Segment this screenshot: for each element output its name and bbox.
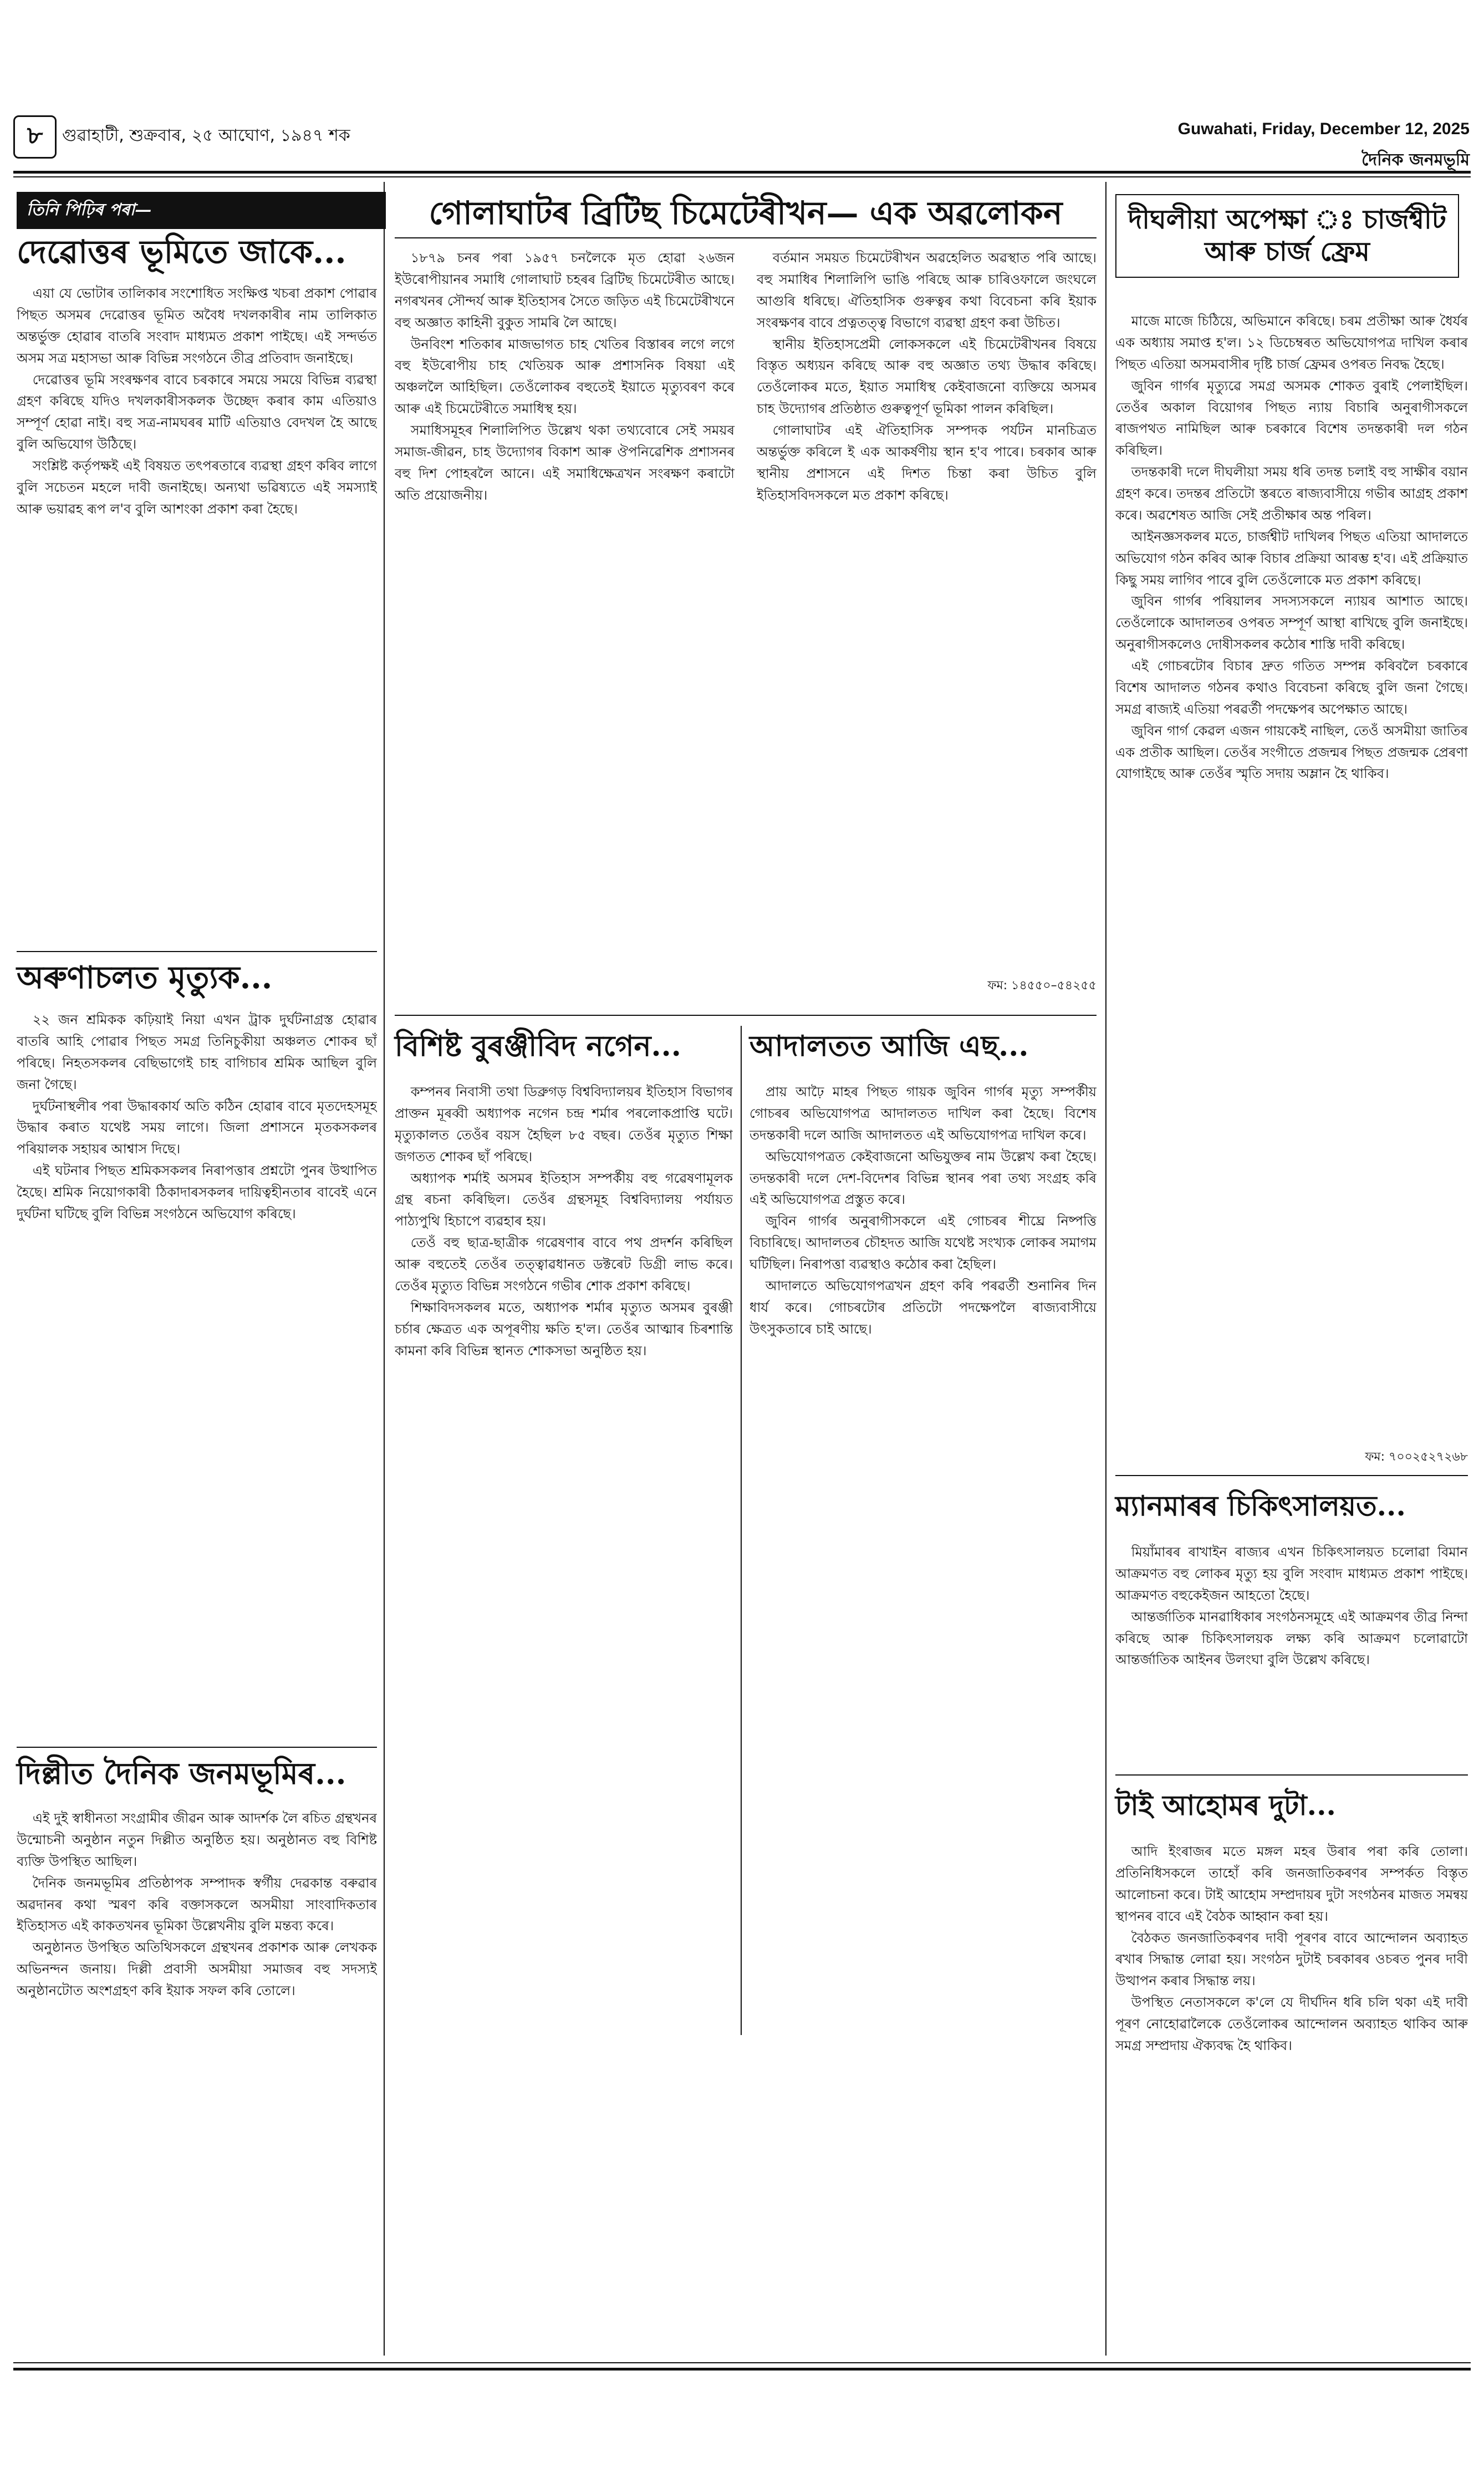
- date-local: গুৱাহাটী, শুক্ৰবাৰ, ২৫ আঘোণ, ১৯৪৭ শক: [62, 126, 350, 145]
- article-separator: [17, 951, 377, 952]
- paragraph: আদি ইংৰাজৰ মতে মঙ্গল মহৰ উৰাৰ পৰা কৰি তোলা। প্ৰতিনিধিসকলে তাহোঁ কৰি জনজাতিকৰণৰ সম্পৰ্কত বিস্তৃত আলোচনা কৰে। টাই আহোম সম্প্ৰদায়ৰ দুটা সংগঠনৰ মাজত সমন্বয় স্থাপনৰ বাবে এই বৈঠক আহ্বান কৰা হয়।: [1115, 1844, 1468, 1924]
- article-myanmar: [1115, 1542, 1468, 1763]
- paragraph: জুবিন গাৰ্গ কেৱল এজন গায়কেই নাছিল, তেওঁ অসমীয়া জাতিৰ এক প্ৰতীক আছিল। তেওঁৰ সংগীতে প্ৰজন্মৰ পিছত প্ৰজন্মক প্ৰেৰণা যোগাইছে আৰু তেওঁৰ স্মৃতি সদায় অম্লান হৈ থাকিব।: [1115, 723, 1468, 782]
- article-separator: [1115, 1774, 1468, 1776]
- footnote-golaghat: ফম: ১৪৫৫০–৫৪২৫৫: [987, 979, 1097, 993]
- paragraph: শিক্ষাবিদসকলৰ মতে, অধ্যাপক শৰ্মাৰ মৃত্যুত অসমৰ বুৰঞ্জী চৰ্চাৰ ক্ষেত্ৰত এক অপূৰণীয় ক্ষতি হ'ল। তেওঁৰ আত্মাৰ চিৰশান্তি কামনা কৰি বিভিন্ন স্থানত শোকসভা অনুষ্ঠিত হয়।: [395, 1299, 733, 1359]
- headline-arunachal: অৰুণাচলত মৃত্যুক...: [17, 959, 273, 996]
- paper-name: দৈনিক জনমভূমি: [1361, 150, 1470, 170]
- headline-court: আদালতত আজি এছ...: [749, 1029, 1029, 1063]
- paragraph: বৈঠকত জনজাতিকৰণৰ দাবী পূৰণৰ বাবে আন্দোলন অব্যাহত ৰখাৰ সিদ্ধান্ত লোৱা হয়। সংগঠন দুটাই চৰকাৰৰ ওচৰত পুনৰ দাবী উত্থাপন কৰাৰ সিদ্ধান্ত লয়।: [1115, 1930, 1468, 1989]
- headline-myanmar: ম্যানমাৰৰ চিকিৎসালয়ত...: [1115, 1489, 1406, 1522]
- paragraph: জুবিন গাৰ্গৰ মৃত্যুৱে সমগ্ৰ অসমক শোকত বুৰাই পেলাইছিল। তেওঁৰ অকাল বিয়োগৰ পিছত ন্যায় বিচাৰি অনুৰাগীসকলে ৰাজপথত নামিছিল আৰু চৰকাৰে বিশেষ তদন্তকাৰী দল গঠন কৰিছিল।: [1115, 378, 1468, 459]
- headline-historian: বিশিষ্ট বুৰঞ্জীবিদ নগেন...: [395, 1029, 681, 1063]
- paragraph: দৈনিক জনমভূমিৰ প্ৰতিষ্ঠাপক সম্পাদক স্বৰ্গীয় দেৱকান্ত বৰুৱাৰ অৱদানৰ কথা স্মৰণ কৰি বক্তাসকলে অসমীয়া সাংবাদিকতাৰ ইতিহাসত এই কাকতখনৰ ভূমিকা উল্লেখনীয় বুলি মন্তব্য কৰে।: [17, 1875, 377, 1934]
- paragraph: প্ৰায় আঢ়ৈ মাহৰ পিছত গায়ক জুবিন গাৰ্গৰ মৃত্যু সম্পৰ্কীয় গোচৰৰ অভিযোগপত্ৰ আদালতত দাখিল কৰা হৈছে। বিশেষ তদন্তকাৰী দলে আজি আদালতত এই অভিযোগপত্ৰ দাখিল কৰে।: [749, 1084, 1097, 1143]
- article-arunachal: [17, 1009, 377, 1741]
- paragraph: দেৱোত্তৰ ভূমি সংৰক্ষণৰ বাবে চৰকাৰে সময়ে সময়ে বিভিন্ন ব্যৱস্থা গ্ৰহণ কৰিছে যদিও দখলকাৰীসকলক উচ্ছেদ কৰাৰ কাম এতিয়াও সম্পূৰ্ণ হোৱা নাই। বহু সত্ৰ-নামঘৰৰ মাটি এতিয়াও বেদখল হৈ আছে বুলি অভিযোগ উঠিছে।: [17, 372, 377, 452]
- paragraph: বৰ্তমান সময়ত চিমেটেৰীখন অৱহেলিত অৱস্থাত পৰি আছে। বহু সমাধিৰ শিলালিপি ভাঙি পৰিছে আৰু চাৰিওফালে জংঘলে আগুৰি ধৰিছে। ঐতিহাসিক গুৰুত্বৰ কথা বিবেচনা কৰি ইয়াক সংৰক্ষণৰ বাবে প্ৰত্নতত্ত্ব বিভাগে ব্যৱস্থা গ্ৰহণ কৰা উচিত।: [757, 250, 1097, 330]
- paragraph: স্থানীয় ইতিহাসপ্ৰেমী লোকসকলে এই চিমেটেৰীখনৰ বিষয়ে বিস্তৃত অধ্যয়ন কৰিছে আৰু বহু অজ্ঞাত তথ্য উদ্ধাৰ কৰিছে। তেওঁলোকৰ মতে, ইয়াত সমাধিস্থ কেইবাজনো ব্যক্তিয়ে অসমৰ চাহ উদ্যোগৰ প্ৰতিষ্ঠাত গুৰুত্বপূৰ্ণ ভূমিকা পালন কৰিছিল।: [757, 336, 1097, 417]
- paragraph: আন্তৰ্জাতিক মানৱাধিকাৰ সংগঠনসমূহে এই আক্ৰমণৰ তীব্ৰ নিন্দা কৰিছে আৰু চিকিৎসালয়ক লক্ষ্য কৰি আক্ৰমণ চলোৱাটো আন্তৰ্জাতিক আইনৰ উলংঘা বুলি উল্লেখ কৰিছে।: [1115, 1609, 1468, 1668]
- column-divider: [384, 182, 385, 2356]
- article-historian: [395, 1081, 733, 2063]
- paragraph: এই ঘটনাৰ পিছত শ্ৰমিকসকলৰ নিৰাপত্তাৰ প্ৰশ্নটো পুনৰ উত্থাপিত হৈছে। শ্ৰমিক নিয়োগকাৰী ঠিকাদাৰসকলৰ দায়িত্বহীনতাৰ বাবেই এনে দুৰ্ঘটনা ঘটিছে বুলি বিভিন্ন সংগঠনে অভিযোগ কৰিছে।: [17, 1163, 377, 1222]
- footer-rule: [13, 2368, 1471, 2371]
- column-divider: [1105, 182, 1106, 2356]
- headline-underline: [395, 237, 1097, 238]
- header-rule: [13, 171, 1471, 174]
- article-tai-ahom: [1115, 1841, 1468, 2357]
- headline-golaghat: গোলাঘাটৰ ব্ৰিটিছ চিমেটেৰীখন— এক অৱলোকন: [429, 194, 1063, 232]
- date-english: Guwahati, Friday, December 12, 2025: [1177, 120, 1470, 138]
- paragraph: ২২ জন শ্ৰমিকক কঢ়িয়াই নিয়া এখন ট্ৰাক দুৰ্ঘটনাগ্ৰস্ত হোৱাৰ বাতৰি আহি পোৱাৰ পিছত সমগ্ৰ তিনিচুকীয়া অঞ্চলত শোকৰ ছাঁ পৰিছে। নিহতসকলৰ বেছিভাগেই চাহ বাগিচাৰ শ্ৰমিক আছিল বুলি জনা গৈছে।: [17, 1012, 377, 1092]
- paragraph: গোলাঘাটৰ এই ঐতিহাসিক সম্পদক পৰ্যটন মানচিত্ৰত অন্তৰ্ভুক্ত কৰিলে ই এক আকৰ্ষণীয় স্থান হ'ব পাৰে। চৰকাৰ আৰু স্থানীয় প্ৰশাসনে এই দিশত চিন্তা কৰা উচিত বুলি ইতিহাসবিদসকলে মত প্ৰকাশ কৰিছে।: [757, 423, 1097, 503]
- article-separator: [17, 1747, 377, 1748]
- paragraph: এই গোচৰটোৰ বিচাৰ দ্ৰুত গতিত সম্পন্ন কৰিবলৈ চৰকাৰে বিশেষ আদালত গঠনৰ কথাও বিবেচনা কৰিছে বুলি জনা গৈছে। সমগ্ৰ ৰাজ্যই এতিয়া পৰৱৰ্তী পদক্ষেপৰ অপেক্ষাত আছে।: [1115, 658, 1468, 717]
- paragraph: উনবিংশ শতিকাৰ মাজভাগত চাহ খেতিৰ বিস্তাৰৰ লগে লগে বহু ইউৰোপীয় চাহ খেতিয়ক আৰু প্ৰশাসনিক বিষয়া এই অঞ্চললৈ আহিছিল। তেওঁলোকৰ বহুতেই ইয়াতে মৃত্যুবৰণ কৰে আৰু এই চিমেটেৰীতে সমাধিস্থ হয়।: [395, 336, 735, 417]
- paragraph: মাজে মাজে চিঠিয়ে, অভিমানে কৰিছে। চৰম প্ৰতীক্ষা আৰু ধৈৰ্যৰ এক অধ্যায় সমাপ্ত হ'ল। ১২ ডিচেম্বৰত অভিযোগপত্ৰ দাখিল কৰাৰ পিছত এতিয়া অসমবাসীৰ দৃষ্টি চাৰ্জ ফ্ৰেমৰ ওপৰত নিবদ্ধ হৈছে।: [1115, 313, 1468, 372]
- section-kicker: তিনি পিঢ়িৰ পৰা—: [17, 192, 386, 229]
- paragraph: জুবিন গাৰ্গৰ অনুৰাগীসকলে এই গোচৰৰ শীঘ্ৰে নিষ্পত্তি বিচাৰিছে। আদালতৰ চৌহদত আজি যথেষ্ট সংখ্যক লোকৰ সমাগম ঘটিছিল। নিৰাপত্তা ব্যৱস্থাও কঠোৰ কৰা হৈছিল।: [749, 1213, 1097, 1272]
- paragraph: তদন্তকাৰী দলে দীঘলীয়া সময় ধৰি তদন্ত চলাই বহু সাক্ষীৰ বয়ান গ্ৰহণ কৰে। তদন্তৰ প্ৰতিটো স্তৰতে ৰাজ্যবাসীয়ে গভীৰ আগ্ৰহ প্ৰকাশ কৰে। অৱশেষত আজি সেই প্ৰতীক্ষাৰ অন্ত পৰিল।: [1115, 464, 1468, 523]
- paragraph: মিয়াঁমাৰৰ ৰাখাইন ৰাজ্যৰ এখন চিকিৎসালয়ত চলোৱা বিমান আক্ৰমণত বহু লোকৰ মৃত্যু হয় বুলি সংবাদ মাধ্যমত প্ৰকাশ পাইছে। আক্ৰমণত বহুকেইজন আহতো হৈছে।: [1115, 1544, 1468, 1603]
- paragraph: আদালতে অভিযোগপত্ৰখন গ্ৰহণ কৰি পৰৱৰ্তী শুনানিৰ দিন ধাৰ্য কৰে। গোচৰটোৰ প্ৰতিটো পদক্ষেপলৈ ৰাজ্যবাসীয়ে উৎসুকতাৰে চাই আছে।: [749, 1278, 1097, 1337]
- paragraph: জুবিন গাৰ্গৰ পৰিয়ালৰ সদস্যসকলে ন্যায়ৰ আশাত আছে। তেওঁলোকে আদালতৰ ওপৰত সম্পূৰ্ণ আস্থা ৰাখিছে বুলি জনাইছে। অনুৰাগীসকলেও দোষীসকলৰ কঠোৰ শাস্তি দাবী কৰিছে।: [1115, 593, 1468, 653]
- paragraph: এই দুই স্বাধীনতা সংগ্ৰামীৰ জীৱন আৰু আদৰ্শক লৈ ৰচিত গ্ৰন্থখনৰ উন্মোচনী অনুষ্ঠান নতুন দিল্লীত অনুষ্ঠিত হয়। অনুষ্ঠানত বহু বিশিষ্ট ব্যক্তি উপস্থিত আছিল।: [17, 1810, 377, 1869]
- paragraph: সংশ্লিষ্ট কৰ্তৃপক্ষই এই বিষয়ত তৎপৰতাৰে ব্যৱস্থা গ্ৰহণ কৰিব লাগে বুলি সচেতন মহলে দাবী জনাইছে। অন্যথা ভৱিষ্যতে এই সমস্যাই আৰু ভয়াৱহ ৰূপ ল'ব বুলি আশংকা প্ৰকাশ কৰা হৈছে।: [17, 458, 377, 517]
- paragraph: অভিযোগপত্ৰত কেইবাজনো অভিযুক্তৰ নাম উল্লেখ কৰা হৈছে। তদন্তকাৰী দলে দেশ-বিদেশৰ বিভিন্ন স্থানৰ পৰা তথ্য সংগ্ৰহ কৰি এই অভিযোগপত্ৰ প্ৰস্তুত কৰে।: [749, 1148, 1097, 1208]
- paragraph: ১৮৭৯ চনৰ পৰা ১৯৫৭ চনলৈকে মৃত হোৱা ২৬জন ইউৰোপীয়ানৰ সমাধি গোলাঘাট চহৰৰ ব্ৰিটিছ চিমেটেৰীত আছে। নগৰখনৰ সৌন্দৰ্য আৰু ইতিহাসৰ সৈতে জড়িত এই চিমেটেৰীখনে বহু অজ্ঞাত কাহিনী বুকুত সামৰি লৈ আছে।: [395, 250, 735, 330]
- paragraph: কম্পনৰ নিবাসী তথা ডিব্ৰুগড় বিশ্ববিদ্যালয়ৰ ইতিহাস বিভাগৰ প্ৰাক্তন মূৰব্বী অধ্যাপক নগেন চন্দ্ৰ শৰ্মাৰ পৰলোকপ্ৰাপ্তি ঘটে। মৃত্যুকালত তেওঁৰ বয়স হৈছিল ৮৫ বছৰ। তেওঁৰ মৃত্যুত শিক্ষা জগতত শোকৰ ছাঁ পৰিছে।: [395, 1084, 733, 1164]
- headline-devottar: দেৱোত্তৰ ভূমিতে জাকে...: [17, 233, 346, 271]
- headline-chargesheet: দীঘলীয়া অপেক্ষা ঃ চাৰ্জশ্বীট আৰু চাৰ্জ ফ্ৰেম: [1115, 194, 1459, 278]
- paragraph: এয়া যে ভোটাৰ তালিকাৰ সংশোধিত সংক্ষিপ্ত খচৰা প্ৰকাশ পোৱাৰ পিছত অসমৰ দেৱোত্তৰ ভূমিত অবৈধ দখলকাৰীৰ নাম তালিকাত অন্তৰ্ভুক্ত হোৱাৰ বাতৰি সংবাদ মাধ্যমত প্ৰকাশ পাইছে। এই সন্দৰ্ভত অসম সত্ৰ মহাসভা আৰু বিভিন্ন সংগঠনে তীব্ৰ প্ৰতিবাদ জনাইছে।: [17, 286, 377, 366]
- paragraph: উপস্থিত নেতাসকলে ক'লে যে দীৰ্ঘদিন ধৰি চলি থকা এই দাবী পূৰণ নোহোৱালৈকে তেওঁলোকৰ আন্দোলন অব্যাহত থাকিব আৰু সমগ্ৰ সম্প্ৰদায় ঐক্যবদ্ধ হৈ থাকিব।: [1115, 1995, 1468, 2053]
- article-delhi: [17, 1808, 377, 2357]
- article-chargesheet: [1115, 311, 1468, 1442]
- headline-tai-ahom: টাই আহোমৰ দুটা...: [1115, 1789, 1336, 1822]
- paragraph: তেওঁ বহু ছাত্ৰ-ছাত্ৰীক গৱেষণাৰ বাবে পথ প্ৰদৰ্শন কৰিছিল আৰু বহুতেই তেওঁৰ তত্ত্বাৱধানত ডক্টৰেট ডিগ্ৰী লাভ কৰে। তেওঁৰ মৃত্যুত বিভিন্ন সংগঠনে গভীৰ শোক প্ৰকাশ কৰিছে।: [395, 1235, 733, 1294]
- article-separator: [1115, 1475, 1468, 1476]
- paragraph: দুৰ্ঘটনাস্থলীৰ পৰা উদ্ধাৰকাৰ্য অতি কঠিন হোৱাৰ বাবে মৃতদেহসমূহ উদ্ধাৰ কৰাত যথেষ্ট সময় লাগে। জিলা প্ৰশাসনে মৃতকসকলৰ পৰিয়ালক সহায়ৰ আশ্বাস দিছে।: [17, 1098, 377, 1157]
- header-rule-thin: [13, 176, 1471, 177]
- article-separator: [395, 1015, 1097, 1016]
- paragraph: সমাধিসমূহৰ শিলালিপিত উল্লেখ থকা তথ্যবোৰে সেই সময়ৰ সমাজ-জীৱন, চাহ উদ্যোগৰ বিকাশ আৰু ঔপনিৱেশিক প্ৰশাসনৰ বহু দিশ পোহৰলৈ আনে। এই সমাধিক্ষেত্ৰখন সংৰক্ষণ কৰাটো অতি প্ৰয়োজনীয়।: [395, 423, 735, 503]
- article-golaghat: [395, 247, 1097, 968]
- column-divider: [741, 1026, 742, 2035]
- article-devottar: [17, 283, 377, 943]
- article-court: [749, 1081, 1097, 2063]
- paragraph: অধ্যাপক শৰ্মাই অসমৰ ইতিহাস সম্পৰ্কীয় বহু গৱেষণামূলক গ্ৰন্থ ৰচনা কৰিছিল। তেওঁৰ গ্ৰন্থসমূহ বিশ্ববিদ্যালয় পৰ্যায়ত পাঠ্যপুথি হিচাপে ব্যৱহাৰ হয়।: [395, 1170, 733, 1229]
- footer-rule-thin: [13, 2362, 1471, 2363]
- paragraph: আইনজ্ঞসকলৰ মতে, চাৰ্জশ্বীট দাখিলৰ পিছত এতিয়া আদালতে অভিযোগ গঠন কৰিব আৰু বিচাৰ প্ৰক্ৰিয়া আৰম্ভ হ'ব। এই প্ৰক্ৰিয়াত কিছু সময় লাগিব পাৰে বুলি তেওঁলোকে মত প্ৰকাশ কৰিছে।: [1115, 528, 1468, 588]
- paragraph: অনুষ্ঠানত উপস্থিত অতিথিসকলে গ্ৰন্থখনৰ প্ৰকাশক আৰু লেখকক অভিনন্দন জনায়। দিল্লী প্ৰবাসী অসমীয়া সমাজৰ বহু সদস্যই অনুষ্ঠানটোত অংশগ্ৰহণ কৰি ইয়াক সফল কৰি তোলে।: [17, 1940, 377, 1998]
- headline-delhi: দিল্লীত দৈনিক জনমভূমিৰ...: [17, 1756, 346, 1791]
- footnote-chargesheet: ফম: ৭০০২৫২৭২৬৮: [1365, 1450, 1468, 1464]
- page-number: ৮: [13, 115, 57, 159]
